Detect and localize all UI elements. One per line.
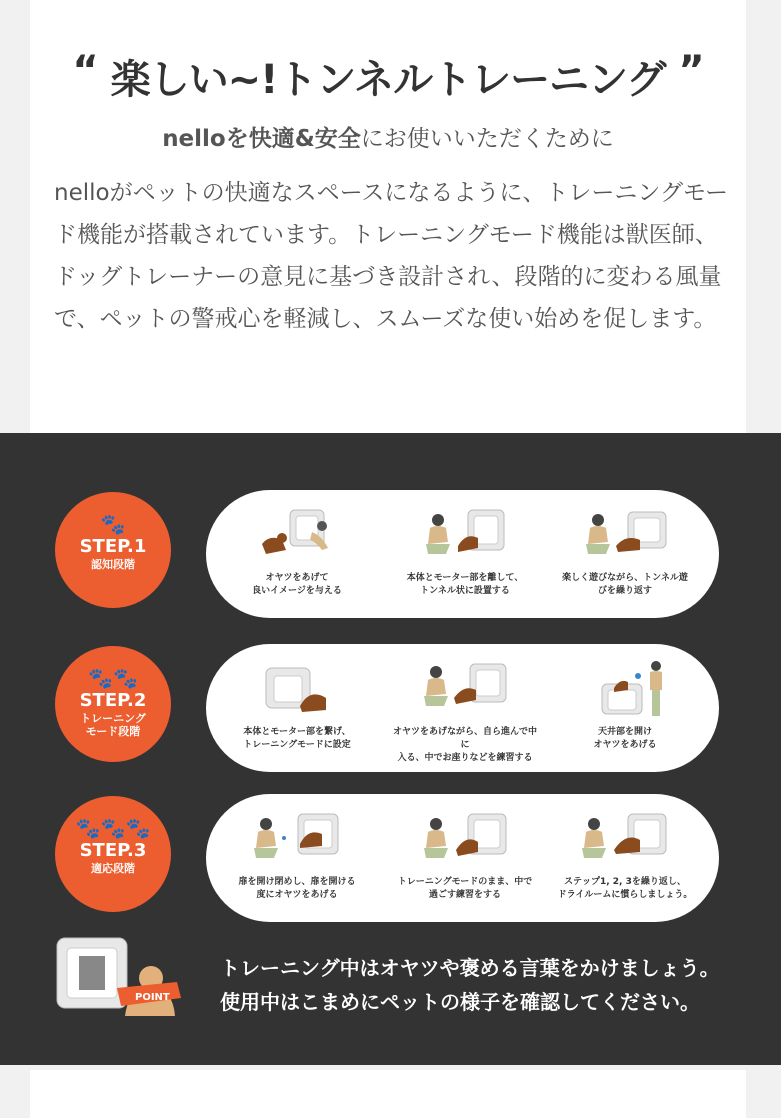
scene-caption: ステップ1, 2, 3を繰り返し、 ドライルームに慣らしましょう。 xyxy=(557,877,693,900)
scene xyxy=(222,804,372,920)
point-label: POINT xyxy=(135,992,170,1003)
treat-giving-illustration xyxy=(252,506,344,566)
scene-caption: 扉を開け閉めし、扉を開ける 度にオヤツをあげる xyxy=(238,877,356,900)
scene xyxy=(390,500,540,616)
scene xyxy=(550,654,700,770)
step-badge xyxy=(55,492,171,608)
subtitle-bold: nelloを快適&安全 xyxy=(162,126,361,152)
scene-caption: 天井部を開け オヤツをあげる xyxy=(593,727,657,750)
step-row xyxy=(0,644,781,772)
scene xyxy=(222,500,372,616)
door-open-close-illustration xyxy=(252,810,344,870)
open-roof-illustration xyxy=(580,660,672,720)
step-subtitle: トレーニング モード段階 xyxy=(80,712,146,738)
intro-card xyxy=(30,0,746,433)
subtitle-rest: にお使いいただくために xyxy=(360,126,614,152)
step-scenes xyxy=(206,794,719,922)
step-title: STEP.3 xyxy=(79,840,147,861)
point-line-2: 使用中はこまめにペットの様子を確認してください。 xyxy=(220,990,700,1014)
title-text: 楽しい~!トンネルトレーニング xyxy=(110,57,666,103)
scene xyxy=(390,654,540,770)
step-badge xyxy=(55,796,171,912)
sit-practice-illustration xyxy=(420,660,512,720)
next-section-card xyxy=(30,1070,746,1118)
step-subtitle: 適応段階 xyxy=(91,862,135,875)
tunnel-play-illustration xyxy=(580,506,672,566)
step-badge xyxy=(55,646,171,762)
step-title: STEP.2 xyxy=(79,690,147,711)
step-title: STEP.1 xyxy=(79,536,147,557)
steps-section xyxy=(0,433,781,1065)
open-quote: “ xyxy=(72,48,98,94)
step-scenes xyxy=(206,644,719,772)
scene xyxy=(550,500,700,616)
stay-inside-illustration xyxy=(420,810,512,870)
paw-icon: 🐾🐾🐾 xyxy=(75,816,151,840)
point-message xyxy=(220,951,720,1019)
point-line-1: トレーニング中はオヤツや褒める言葉をかけましょう。 xyxy=(220,956,720,980)
close-quote: ” xyxy=(678,48,704,94)
repeat-steps-illustration xyxy=(580,810,672,870)
scene-caption: トレーニングモードのまま、中で 過ごす練習をする xyxy=(397,877,533,900)
step-row xyxy=(0,794,781,922)
step-subtitle: 認知段階 xyxy=(91,558,135,571)
scene-caption: 本体とモーター部を離して、 トンネル状に設置する xyxy=(406,573,524,596)
scene xyxy=(390,804,540,920)
paw-icon: 🐾 xyxy=(100,512,126,536)
scene-caption: オヤツをあげながら、自ら進んで中に 入る、中でお座りなどを練習する xyxy=(392,727,537,763)
step-scenes xyxy=(206,490,719,618)
subtitle xyxy=(30,120,746,153)
intro-paragraph: nelloがペットの快適なスペースになるように、トレーニングモード機能が搭載されています。トレーニングモード機能は獣医師、ドッグトレーナーの意見に基づき設計され、段階的に変わる風量で、ペットの警戒心を軽減し、スムーズな使い始めを促します。 xyxy=(54,180,729,332)
step-row xyxy=(0,490,781,618)
scene-caption: オヤツをあげて 良いイメージを与える xyxy=(252,573,342,596)
scene xyxy=(222,654,372,770)
tunnel-setup-illustration xyxy=(420,506,512,566)
scene-caption: 楽しく遊びながら、トンネル遊 びを繰り返す xyxy=(562,573,688,596)
page-title xyxy=(30,48,746,105)
scene-caption: 本体とモーター部を繋げ、 トレーニングモードに設定 xyxy=(243,727,351,750)
scene xyxy=(550,804,700,920)
point-illustration xyxy=(55,936,185,1018)
training-mode-illustration xyxy=(252,660,344,720)
paw-icon: 🐾🐾 xyxy=(88,666,138,690)
